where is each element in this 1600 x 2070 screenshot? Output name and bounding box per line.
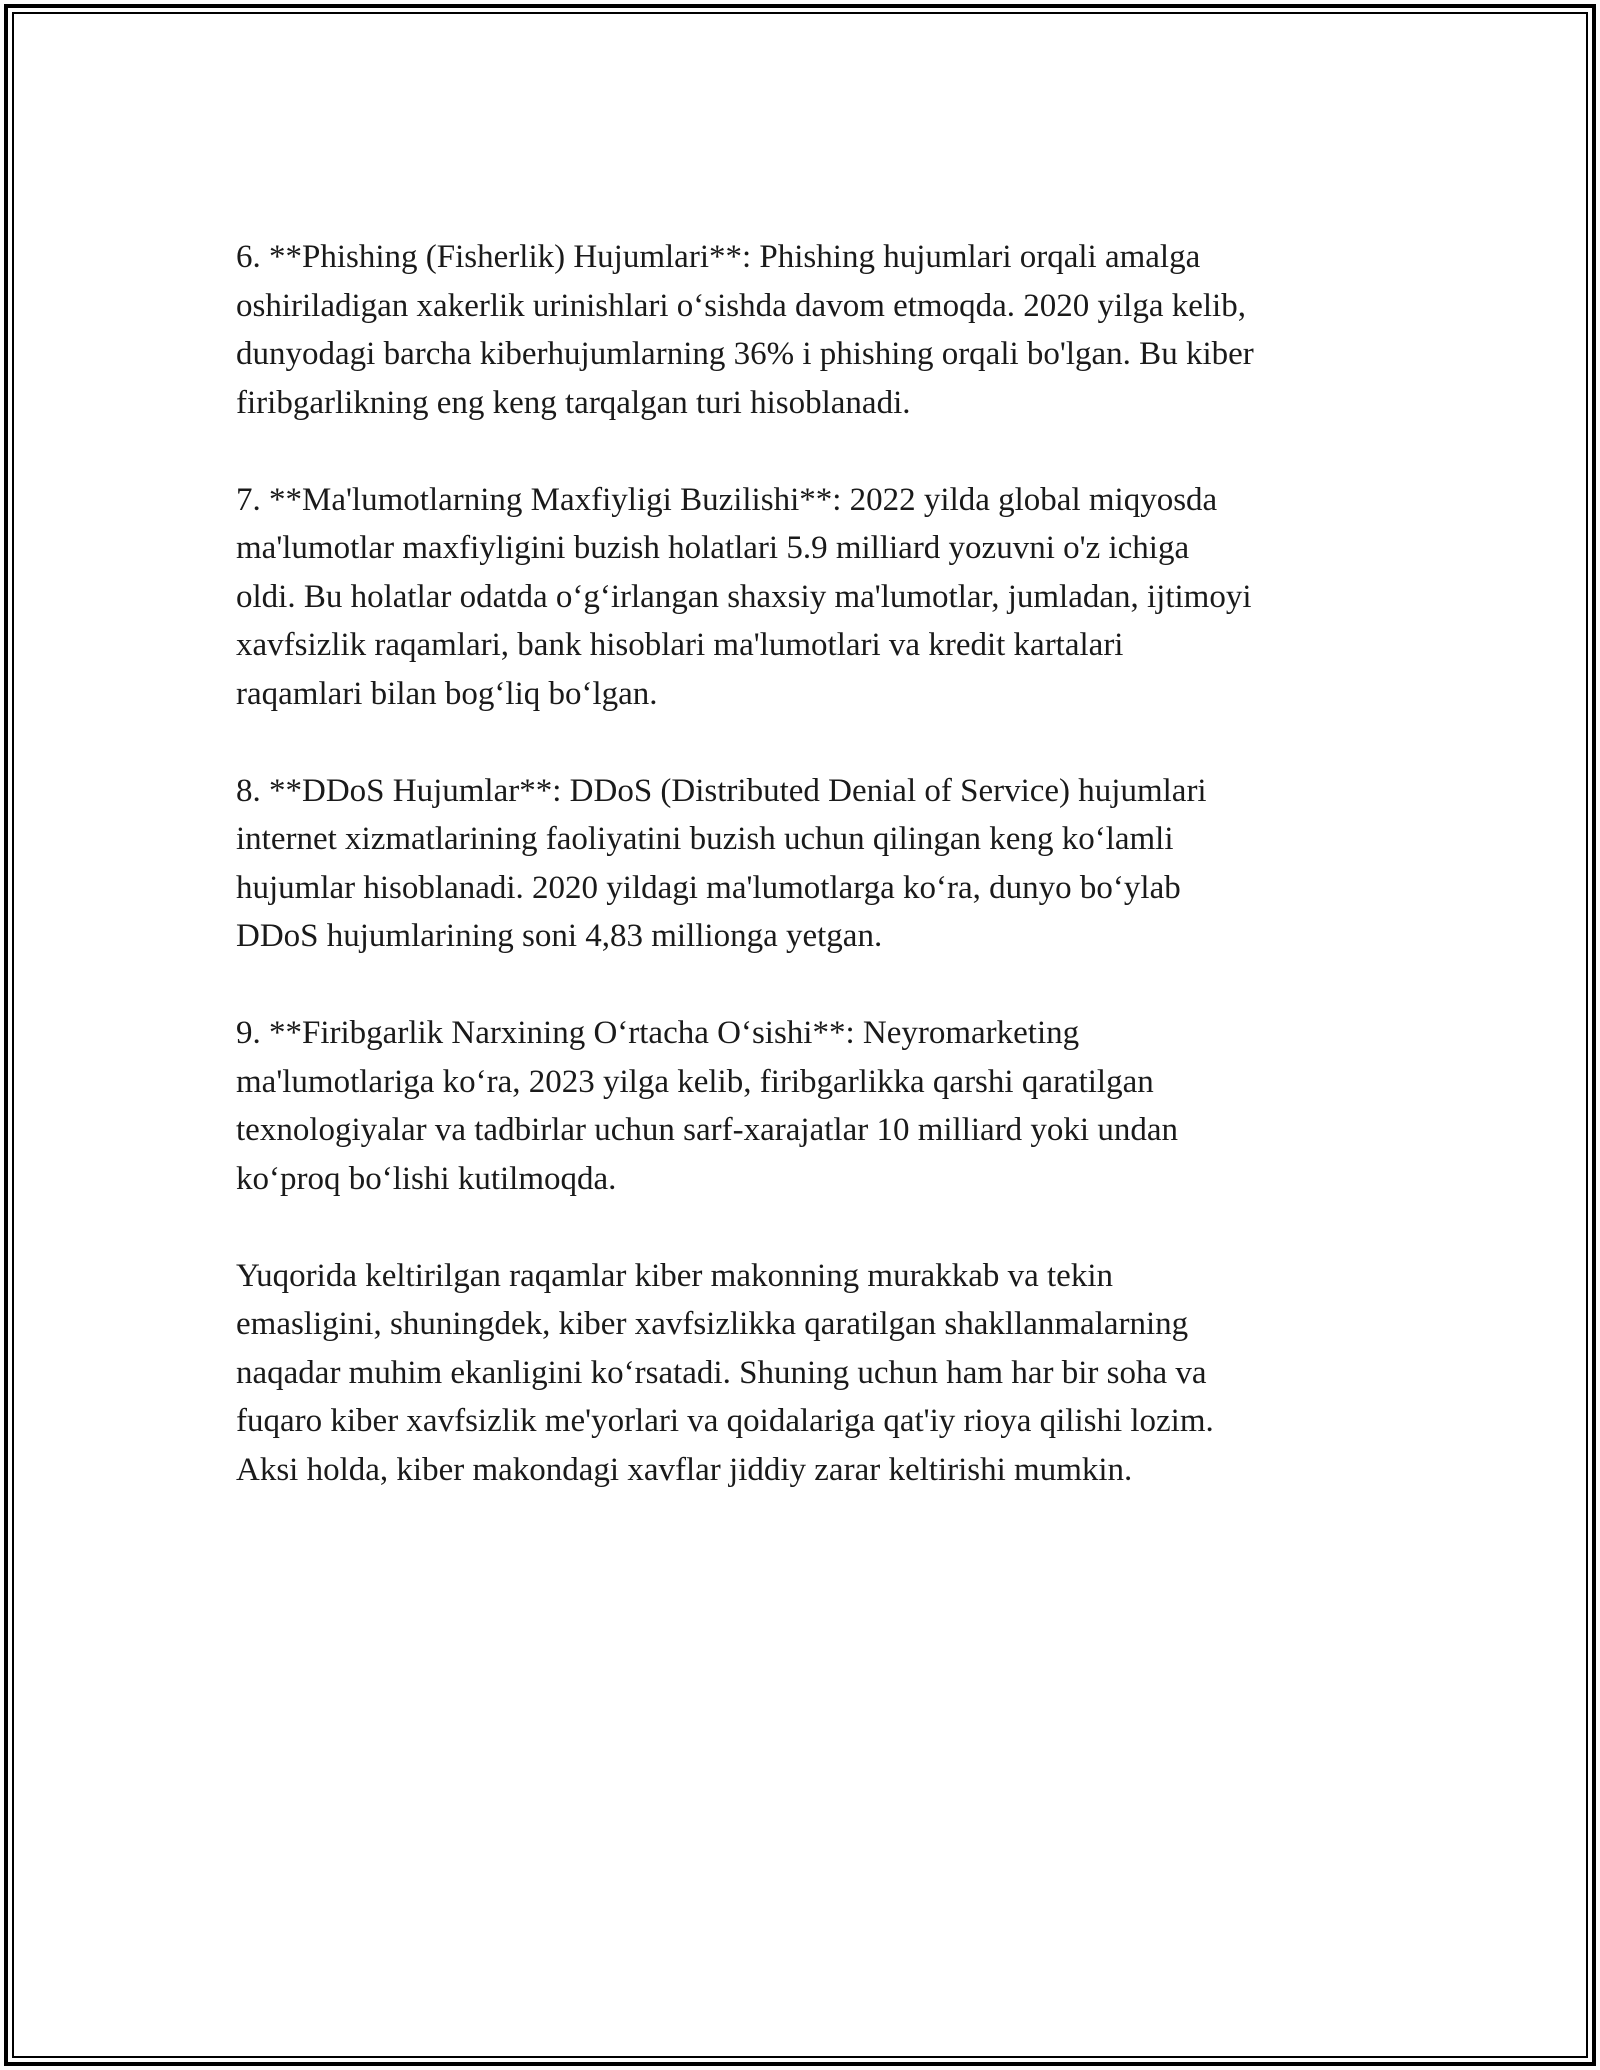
document-body xyxy=(236,233,1376,1543)
paragraph-phishing: 6. **Phishing (Fisherlik) Hujumlari**: Phishing hujumlari orqali amalga oshiriladigan xakerlik urinishlari o‘sishda davom etmoqda. 2020 yilga kelib, dunyodagi barcha kiberhujumlarning 36% i phishing orqali bo'lgan. Bu kiber firibgarlikning eng keng tarqalgan turi hisoblanadi. xyxy=(236,239,1254,421)
paragraph-ddos: 8. **DDoS Hujumlar**: DDoS (Distributed Denial of Service) hujumlari internet xizmatlarining faoliyatini buzish uchun qilingan keng ko‘lamli hujumlar hisoblanadi. 2020 yildagi ma'lumotlarga ko‘ra, dunyo bo‘ylab DDoS hujumlarining soni 4,83 millionga yetgan. xyxy=(236,772,1207,954)
paragraph-conclusion: Yuqorida keltirilgan raqamlar kiber makonning murakkab va tekin emasligini, shuningdek, kiber xavfsizlikka qaratilgan shakllanmalarning naqadar muhim ekanligini ko‘rsatadi. Shuning uchun ham har bir soha va fuqaro kiber xavfsizlik me'yorlari va qoidalariga qat'iy rioya qilishi lozim. Aksi holda, kiber makondagi xavflar jiddiy zarar keltirishi mumkin. xyxy=(236,1257,1214,1488)
paragraph-data-breach: 7. **Ma'lumotlarning Maxfiyligi Buzilishi**: 2022 yilda global miqyosda ma'lumotlar maxfiyligini buzish holatlari 5.9 milliard yozuvni o'z ichiga oldi. Bu holatlar odatda o‘g‘irlangan shaxsiy ma'lumotlar, jumladan, ijtimoyi xavfsizlik raqamlari, bank hisoblari ma'lumotlari va kredit kartalari raqamlari bilan bog‘liq bo‘lgan. xyxy=(236,481,1252,712)
paragraph-fraud-cost: 9. **Firibgarlik Narxining O‘rtacha O‘sishi**: Neyromarketing ma'lumotlariga ko‘ra, 2023 yilga kelib, firibgarlikka qarshi qaratilgan texnologiyalar va tadbirlar uchun sarf-xarajatlar 10 milliard yoki undan ko‘proq bo‘lishi kutilmoqda. xyxy=(236,1015,1178,1197)
